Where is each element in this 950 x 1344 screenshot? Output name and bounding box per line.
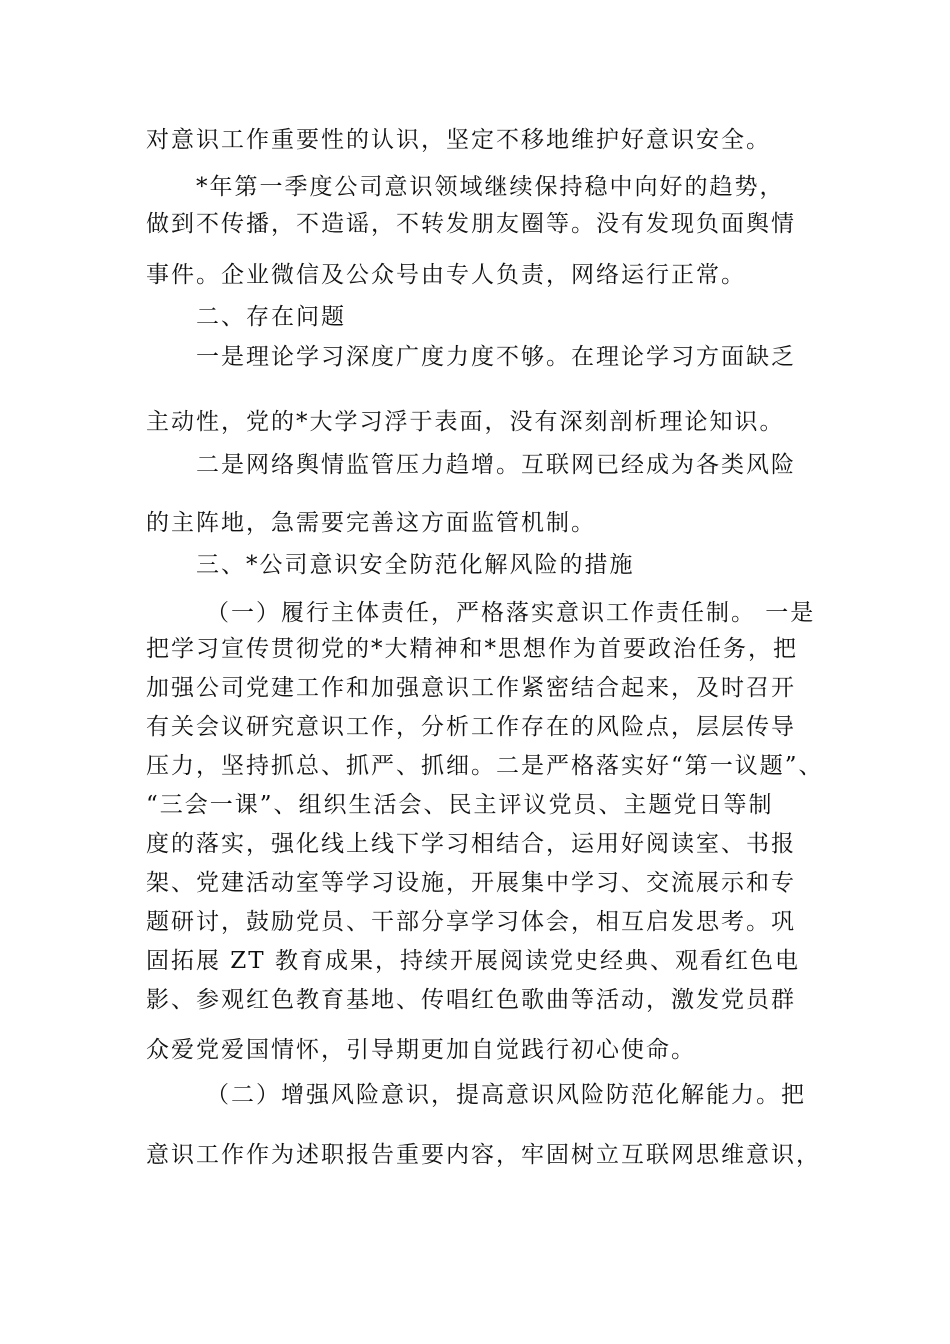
text-line: 题研讨，鼓励党员、干部分享学习体会，相互启发思考。巩 (146, 909, 796, 935)
text-line: 做到不传播，不造谣，不转发朋友圈等。没有发现负面舆情 (146, 211, 796, 237)
text-line: 众爱党爱国情怀，引导期更加自觉践行初心使命。 (146, 1037, 696, 1063)
text-line: 加强公司党建工作和加强意识工作紧密结合起来，及时召开 (146, 675, 796, 701)
text-line: *年第一季度公司意识领域继续保持稳中向好的趋势， (196, 174, 785, 200)
text-line: “三会一课”、组织生活会、民主评议党员、主题党日等制 (146, 792, 774, 818)
section-heading: 二、存在问题 (196, 304, 346, 330)
text-line: 事件。企业微信及公众号由专人负责，网络运行正常。 (146, 262, 746, 288)
text-line: 压力，坚持抓总、抓严、抓细。二是严格落实好“第一议题”、 (146, 753, 824, 779)
text-line: 对意识工作重要性的认识，坚定不移地维护好意识安全。 (146, 127, 771, 153)
subsection-heading: （二）增强风险意识，提高意识风险防范化解能力。把 (206, 1082, 806, 1108)
text-line: 影、参观红色教育基地、传唱红色歌曲等活动，激发党员群 (146, 987, 796, 1013)
text-line: 度的落实，强化线上线下学习相结合，运用好阅读室、书报 (146, 831, 796, 857)
section-heading: 三、*公司意识安全防范化解风险的措施 (196, 552, 635, 578)
subsection-heading: （一）履行主体责任，严格落实意识工作责任制。 一是 (206, 600, 816, 626)
text-line: 固拓展 ZT 教育成果，持续开展阅读党史经典、观看红色电 (146, 948, 800, 974)
text-line: 的主阵地，急需要完善这方面监管机制。 (146, 510, 596, 536)
text-line: 把学习宣传贯彻党的*大精神和*思想作为首要政治任务，把 (146, 636, 798, 662)
text-line: 有关会议研究意识工作，分析工作存在的风险点，层层传导 (146, 714, 796, 740)
text-line: 架、党建活动室等学习设施，开展集中学习、交流展示和专 (146, 870, 796, 896)
text-line: 一是理论学习深度广度力度不够。在理论学习方面缺乏 (196, 344, 796, 370)
text-line: 二是网络舆情监管压力趋增。互联网已经成为各类风险 (196, 452, 796, 478)
text-line: 主动性，党的*大学习浮于表面，没有深刻剖析理论知识。 (146, 409, 785, 435)
text-line: 意识工作作为述职报告重要内容，牢固树立互联网思维意识， (146, 1142, 821, 1168)
